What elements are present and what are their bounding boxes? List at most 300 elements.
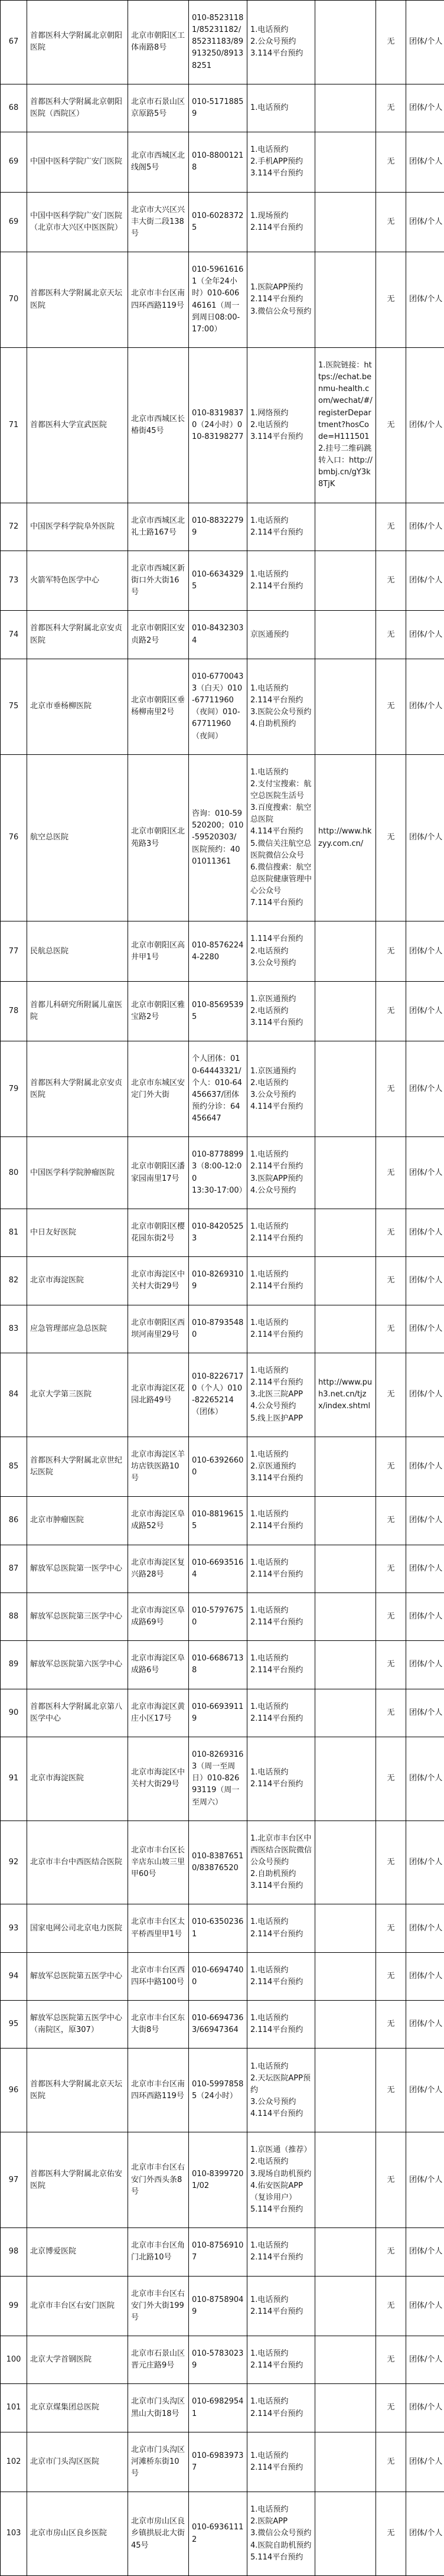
booking-website bbox=[315, 1209, 376, 1256]
booking-fee: 无 bbox=[376, 1137, 406, 1209]
booking-fee: 无 bbox=[376, 1904, 406, 1952]
booking-methods: 1.电话预约 2.114平台预约 3.医院APP预约 4.公众号预约 bbox=[247, 1137, 315, 1209]
booking-phone: 010-85762244-2280 bbox=[189, 921, 247, 981]
booking-fee: 无 bbox=[376, 1209, 406, 1256]
booking-phone: 010-66935164 bbox=[189, 1545, 247, 1593]
hospital-address: 北京市朝阳区北苑路3号 bbox=[128, 754, 189, 921]
service-type: 团体/个人 bbox=[406, 1641, 444, 1689]
hospital-table-body bbox=[1, 1, 444, 2576]
booking-fee: 无 bbox=[376, 132, 406, 192]
booking-methods: 1.电话预约 2.114平台预约 3.北医三院APP 4.公众号预约 5.线上医护APP bbox=[247, 1353, 315, 1437]
table-row bbox=[1, 981, 444, 1041]
table-row bbox=[1, 1437, 444, 1496]
hospital-name: 首都医科大学附属北京天坛医院 bbox=[27, 252, 128, 348]
service-type: 团体/个人 bbox=[406, 84, 444, 132]
hospital-name: 北京市垂杨柳医院 bbox=[27, 659, 128, 754]
booking-phone: 010-66343295 bbox=[189, 551, 247, 610]
row-number: 85 bbox=[1, 1437, 27, 1496]
service-type: 团体/个人 bbox=[406, 2132, 444, 2228]
hospital-name: 北京市丰台区右安门医院 bbox=[27, 2276, 128, 2336]
service-type: 团体/个人 bbox=[406, 1041, 444, 1137]
hospital-name: 北京大学首钢医院 bbox=[27, 2336, 128, 2383]
booking-website bbox=[315, 1497, 376, 1545]
table-row bbox=[1, 1209, 444, 1256]
booking-website: http://www.hkzyy.com.cn/ bbox=[315, 754, 376, 921]
table-row bbox=[1, 1737, 444, 1821]
hospital-name: 解放军总医院第五医学中心（南院区，原307） bbox=[27, 2001, 128, 2049]
hospital-address: 北京市西城区长椿街45号 bbox=[128, 347, 189, 503]
table-row bbox=[1, 921, 444, 981]
service-type: 团体/个人 bbox=[406, 551, 444, 610]
row-number: 75 bbox=[1, 659, 27, 754]
service-type: 团体/个人 bbox=[406, 1593, 444, 1640]
booking-methods: 1.电话预约 2.支付宝搜索：航空总医院生活号 3.百度搜索：航空总医院 4.114平台预约 5.微信关注航空总医院微信公众号 6.微信搜索：航空总医院健康管理中心公众号 7.114平台预约 bbox=[247, 754, 315, 921]
booking-phone: 010-88322799 bbox=[189, 503, 247, 551]
booking-website bbox=[315, 921, 376, 981]
booking-methods: 1.电话预约 2.京医通预约 3.114平台预约 bbox=[247, 1437, 315, 1496]
row-number: 99 bbox=[1, 2276, 27, 2336]
booking-methods: 1.电话预约 2.114平台预约 bbox=[247, 1593, 315, 1640]
service-type: 团体/个人 bbox=[406, 1904, 444, 1952]
hospital-name: 首都医科大学附属北京第八医学中心 bbox=[27, 1689, 128, 1737]
hospital-address: 北京市海淀区阜成路52号 bbox=[128, 1497, 189, 1545]
service-type: 团体/个人 bbox=[406, 2336, 444, 2383]
booking-website bbox=[315, 659, 376, 754]
booking-fee: 无 bbox=[376, 2384, 406, 2432]
booking-fee: 无 bbox=[376, 1641, 406, 1689]
booking-fee: 无 bbox=[376, 347, 406, 503]
booking-phone: 010-84323034 bbox=[189, 611, 247, 659]
booking-website bbox=[315, 2228, 376, 2276]
service-type: 团体/个人 bbox=[406, 611, 444, 659]
row-number: 84 bbox=[1, 1353, 27, 1437]
booking-phone: 010-82267170（个人）010-82265214（团体） bbox=[189, 1353, 247, 1437]
row-number: 81 bbox=[1, 1209, 27, 1256]
table-row bbox=[1, 551, 444, 610]
booking-website bbox=[315, 2276, 376, 2336]
booking-fee: 无 bbox=[376, 754, 406, 921]
hospital-name: 北京市房山区良乡医院 bbox=[27, 2492, 128, 2576]
hospital-address: 北京市海淀区阜成路69号 bbox=[128, 1593, 189, 1640]
service-type: 团体/个人 bbox=[406, 2049, 444, 2132]
row-number: 78 bbox=[1, 981, 27, 1041]
booking-fee: 无 bbox=[376, 2492, 406, 2576]
hospital-name: 解放军总医院第一医学中心 bbox=[27, 1545, 128, 1593]
row-number: 98 bbox=[1, 2228, 27, 2276]
service-type: 团体/个人 bbox=[406, 132, 444, 192]
booking-methods: 1.电话预约 2.114平台预约 bbox=[247, 2384, 315, 2432]
booking-fee: 无 bbox=[376, 2276, 406, 2336]
hospital-name: 应急管理部应急总医院 bbox=[27, 1305, 128, 1353]
table-row bbox=[1, 252, 444, 348]
hospital-name: 火箭军特色医学中心 bbox=[27, 551, 128, 610]
booking-fee: 无 bbox=[376, 2132, 406, 2228]
hospital-address: 北京市丰台区角门北路10号 bbox=[128, 2228, 189, 2276]
booking-website bbox=[315, 551, 376, 610]
table-row bbox=[1, 2336, 444, 2383]
row-number: 72 bbox=[1, 503, 27, 551]
row-number: 93 bbox=[1, 1904, 27, 1952]
booking-phone: 010-87935480 bbox=[189, 1305, 247, 1353]
hospital-name: 民航总医院 bbox=[27, 921, 128, 981]
booking-fee: 无 bbox=[376, 1257, 406, 1305]
hospital-address: 北京市海淀区中关村大街29号 bbox=[128, 1737, 189, 1821]
service-type: 团体/个人 bbox=[406, 659, 444, 754]
booking-methods: 1.京医通预约 2.电话预约 3.公众号预约 4.114平台预约 bbox=[247, 1041, 315, 1137]
booking-methods: 1.电话预约 bbox=[247, 84, 315, 132]
hospital-name: 北京市肿瘤医院 bbox=[27, 1497, 128, 1545]
table-row bbox=[1, 1641, 444, 1689]
booking-methods: 1.网络预约 2.电话预约 3.114平台预约 bbox=[247, 347, 315, 503]
hospital-name: 首都医科大学附属北京朝阳医院 bbox=[27, 1, 128, 84]
booking-fee: 无 bbox=[376, 611, 406, 659]
booking-website bbox=[315, 1545, 376, 1593]
booking-website bbox=[315, 1904, 376, 1952]
booking-phone: 010-66947363/66947364 bbox=[189, 2001, 247, 2049]
table-row bbox=[1, 2001, 444, 2049]
booking-website bbox=[315, 1737, 376, 1821]
booking-phone: 010-60283725 bbox=[189, 192, 247, 252]
hospital-address: 北京市大兴区兴丰大街二段138号 bbox=[128, 192, 189, 252]
hospital-address: 北京市房山区良乡镇拱辰北大街45号 bbox=[128, 2492, 189, 2576]
booking-methods: 1.现场预约 2.114平台预约 bbox=[247, 192, 315, 252]
hospital-name: 航空总医院 bbox=[27, 754, 128, 921]
booking-phone: 010-51718859 bbox=[189, 84, 247, 132]
booking-phone: 010-85231181/85231182/85231183/89913250/89138251 bbox=[189, 1, 247, 84]
service-type: 团体/个人 bbox=[406, 2492, 444, 2576]
booking-methods: 1.电话预约 2.114平台预约 bbox=[247, 1497, 315, 1545]
row-number: 88 bbox=[1, 1593, 27, 1640]
booking-website bbox=[315, 2132, 376, 2228]
row-number: 79 bbox=[1, 1041, 27, 1137]
service-type: 团体/个人 bbox=[406, 921, 444, 981]
booking-website bbox=[315, 1641, 376, 1689]
hospital-address: 北京市朝阳区安贞路2号 bbox=[128, 611, 189, 659]
table-row bbox=[1, 659, 444, 754]
booking-website bbox=[315, 132, 376, 192]
booking-phone: 010-59616161（全年24小时）010-60646161（周一到周日08:00-17:00） bbox=[189, 252, 247, 348]
hospital-name: 中国中医科学院广安门医院 bbox=[27, 132, 128, 192]
hospital-address: 北京市丰台区南四环西路119号 bbox=[128, 252, 189, 348]
booking-fee: 无 bbox=[376, 1689, 406, 1737]
booking-methods: 1.电话预约 2.114平台预约 3.医院公众号预约 4.自助机预约 bbox=[247, 659, 315, 754]
booking-fee: 无 bbox=[376, 1952, 406, 2000]
hospital-name: 首都医科大学附属北京朝阳医院（西院区） bbox=[27, 84, 128, 132]
service-type: 团体/个人 bbox=[406, 754, 444, 921]
booking-methods: 1.京医通（推荐） 2.电话预约 3.现场自助机预约 4.佑安医院APP（复诊用户） 5.114平台预约 bbox=[247, 2132, 315, 2228]
service-type: 团体/个人 bbox=[406, 2432, 444, 2492]
table-row bbox=[1, 1041, 444, 1137]
booking-website bbox=[315, 1305, 376, 1353]
row-number: 82 bbox=[1, 1257, 27, 1305]
table-row bbox=[1, 611, 444, 659]
service-type: 团体/个人 bbox=[406, 1545, 444, 1593]
booking-website bbox=[315, 981, 376, 1041]
row-number: 92 bbox=[1, 1821, 27, 1904]
hospital-name: 北京市丰台中西医结合医院 bbox=[27, 1821, 128, 1904]
booking-phone: 010-88001218 bbox=[189, 132, 247, 192]
service-type: 团体/个人 bbox=[406, 1353, 444, 1437]
booking-methods: 1.电话预约 2.114平台预约 bbox=[247, 2432, 315, 2492]
booking-website bbox=[315, 2049, 376, 2132]
hospital-address: 北京市石景山区京原路5号 bbox=[128, 84, 189, 132]
hospital-name: 中国医学科学院肿瘤医院 bbox=[27, 1137, 128, 1209]
booking-methods: 1.电话预约 2.114平台预约 bbox=[247, 2276, 315, 2336]
booking-phone: 010-83997201/02 bbox=[189, 2132, 247, 2228]
service-type: 团体/个人 bbox=[406, 1689, 444, 1737]
booking-website bbox=[315, 1593, 376, 1640]
hospital-name: 北京市海淀医院 bbox=[27, 1257, 128, 1305]
table-row bbox=[1, 2384, 444, 2432]
booking-website bbox=[315, 1257, 376, 1305]
booking-fee: 无 bbox=[376, 192, 406, 252]
table-row bbox=[1, 1545, 444, 1593]
hospital-name: 国家电网公司北京电力医院 bbox=[27, 1904, 128, 1952]
booking-website bbox=[315, 1041, 376, 1137]
row-number: 90 bbox=[1, 1689, 27, 1737]
booking-methods: 1.电话预约 2.114平台预约 bbox=[247, 1641, 315, 1689]
booking-fee: 无 bbox=[376, 1041, 406, 1137]
hospital-address: 北京市海淀区阜成路6号 bbox=[128, 1641, 189, 1689]
booking-fee: 无 bbox=[376, 1497, 406, 1545]
service-type: 团体/个人 bbox=[406, 1821, 444, 1904]
row-number: 71 bbox=[1, 347, 27, 503]
table-row bbox=[1, 1904, 444, 1952]
booking-methods: 1.电话预约 2.114平台预约 bbox=[247, 2001, 315, 2049]
booking-fee: 无 bbox=[376, 1593, 406, 1640]
service-type: 团体/个人 bbox=[406, 1257, 444, 1305]
booking-website bbox=[315, 2336, 376, 2383]
table-row bbox=[1, 2228, 444, 2276]
table-row bbox=[1, 1353, 444, 1437]
booking-website bbox=[315, 252, 376, 348]
hospital-address: 北京市西城区北礼士路167号 bbox=[128, 503, 189, 551]
hospital-name: 首都医科大学附属北京安贞医院 bbox=[27, 611, 128, 659]
hospital-address: 北京市朝阳区潘家园南里17号 bbox=[128, 1137, 189, 1209]
hospital-address: 北京市朝阳区工体南路8号 bbox=[128, 1, 189, 84]
hospital-address: 北京市朝阳区雅宝路2号 bbox=[128, 981, 189, 1041]
booking-website bbox=[315, 2384, 376, 2432]
service-type: 团体/个人 bbox=[406, 503, 444, 551]
booking-fee: 无 bbox=[376, 2049, 406, 2132]
booking-fee: 无 bbox=[376, 84, 406, 132]
booking-phone: 010-85695395 bbox=[189, 981, 247, 1041]
table-row bbox=[1, 347, 444, 503]
row-number: 87 bbox=[1, 1545, 27, 1593]
service-type: 团体/个人 bbox=[406, 252, 444, 348]
row-number: 86 bbox=[1, 1497, 27, 1545]
row-number: 80 bbox=[1, 1137, 27, 1209]
hospital-name: 北京市门头沟区医院 bbox=[27, 2432, 128, 2492]
booking-website bbox=[315, 2432, 376, 2492]
hospital-address: 北京市丰台区右安门外西头条8号 bbox=[128, 2132, 189, 2228]
row-number: 94 bbox=[1, 1952, 27, 2000]
booking-website: 1.医院链接：https://echat.benmu-health.com/wechat/#/registerDepartment?hosCode=H111501 2.挂号二维码跳转入口：http://bmbj.cn/gY3k8TjK bbox=[315, 347, 376, 503]
booking-website bbox=[315, 84, 376, 132]
hospital-name: 首都医科大学宣武医院 bbox=[27, 347, 128, 503]
hospital-address: 北京市海淀区复兴路28号 bbox=[128, 1545, 189, 1593]
service-type: 团体/个人 bbox=[406, 2384, 444, 2432]
hospital-address: 北京市丰台区太平桥西里甲1号 bbox=[128, 1904, 189, 1952]
booking-website bbox=[315, 1821, 376, 1904]
table-row bbox=[1, 192, 444, 252]
booking-phone: 010-57830239 bbox=[189, 2336, 247, 2383]
hospital-address: 北京市丰台区东大街8号 bbox=[128, 2001, 189, 2049]
booking-fee: 无 bbox=[376, 981, 406, 1041]
booking-methods: 1.京医通预约 2.电话预约 3.114平台预约 bbox=[247, 981, 315, 1041]
booking-methods: 1.电话预约 2.114平台预约 bbox=[247, 1545, 315, 1593]
row-number: 69 bbox=[1, 132, 27, 192]
booking-fee: 无 bbox=[376, 659, 406, 754]
booking-methods: 1.电话预约 2.手机APP预约 3.114平台预约 bbox=[247, 132, 315, 192]
hospital-name: 解放军总医院第六医学中心 bbox=[27, 1641, 128, 1689]
booking-fee: 无 bbox=[376, 2228, 406, 2276]
booking-website bbox=[315, 192, 376, 252]
hospital-name: 解放军总医院第三医学中心 bbox=[27, 1593, 128, 1640]
booking-phone: 010-66947400 bbox=[189, 1952, 247, 2000]
hospital-name: 首都医科大学附属北京佑安医院 bbox=[27, 2132, 128, 2228]
service-type: 团体/个人 bbox=[406, 192, 444, 252]
service-type: 团体/个人 bbox=[406, 1437, 444, 1496]
row-number: 91 bbox=[1, 1737, 27, 1821]
booking-methods: 1.电话预约 2.公众号预约 3.114平台预约 bbox=[247, 1, 315, 84]
table-row bbox=[1, 2276, 444, 2336]
hospital-address: 北京市丰台区南四环西路119号 bbox=[128, 2049, 189, 2132]
table-row bbox=[1, 1952, 444, 2000]
booking-fee: 无 bbox=[376, 1305, 406, 1353]
row-number: 96 bbox=[1, 2049, 27, 2132]
booking-methods: 1.电话预约 2.天坛医院APP预约 3.公众号预约 4.114平台预约 bbox=[247, 2049, 315, 2132]
booking-phone: 010-87788993（8:00-12:00 13:30-17:00） bbox=[189, 1137, 247, 1209]
booking-methods: 1.电话预约 2.114平台预约 bbox=[247, 2228, 315, 2276]
hospital-name: 中国中医科学院广安门医院（北京市大兴区中医医院） bbox=[27, 192, 128, 252]
row-number: 97 bbox=[1, 2132, 27, 2228]
hospital-address: 北京市西城区新街口外大街16号 bbox=[128, 551, 189, 610]
table-row bbox=[1, 2049, 444, 2132]
booking-website bbox=[315, 1689, 376, 1737]
hospital-address: 北京市石景山区晋元庄路9号 bbox=[128, 2336, 189, 2383]
service-type: 团体/个人 bbox=[406, 1209, 444, 1256]
table-row bbox=[1, 84, 444, 132]
booking-methods: 1.电话预约 2.114平台预约 bbox=[247, 2336, 315, 2383]
booking-phone: 010-66867138 bbox=[189, 1641, 247, 1689]
booking-fee: 无 bbox=[376, 503, 406, 551]
hospital-name: 解放军总医院第五医学中心 bbox=[27, 1952, 128, 2000]
table-row bbox=[1, 1137, 444, 1209]
row-number: 83 bbox=[1, 1305, 27, 1353]
booking-methods: 1.114平台预约 2.电话预约 3.公众号预约 bbox=[247, 921, 315, 981]
booking-fee: 无 bbox=[376, 921, 406, 981]
booking-fee: 无 bbox=[376, 1545, 406, 1593]
booking-website bbox=[315, 503, 376, 551]
service-type: 团体/个人 bbox=[406, 1, 444, 84]
hospital-address: 北京市西城区北线阁5号 bbox=[128, 132, 189, 192]
table-row bbox=[1, 1257, 444, 1305]
hospital-address: 北京市朝阳区高井甲1号 bbox=[128, 921, 189, 981]
booking-phone: 010-63926600 bbox=[189, 1437, 247, 1496]
hospital-address: 北京市海淀区羊坊店铁医路10号 bbox=[128, 1437, 189, 1496]
booking-methods: 1.电话预约 2.114平台预约 bbox=[247, 1952, 315, 2000]
booking-phone: 010-83198370（24小时）010-83198277 bbox=[189, 347, 247, 503]
table-row bbox=[1, 1821, 444, 1904]
hospital-name: 首都医科大学附属北京世纪坛医院 bbox=[27, 1437, 128, 1496]
row-number: 69 bbox=[1, 192, 27, 252]
service-type: 团体/个人 bbox=[406, 2228, 444, 2276]
booking-methods: 1.电话预约 2.114平台预约 bbox=[247, 1305, 315, 1353]
row-number: 89 bbox=[1, 1641, 27, 1689]
table-row bbox=[1, 1497, 444, 1545]
service-type: 团体/个人 bbox=[406, 1137, 444, 1209]
booking-phone: 010-67700433（白天）010-67711960（夜间）010-67711960（夜间） bbox=[189, 659, 247, 754]
booking-phone: 010-69839737 bbox=[189, 2432, 247, 2492]
row-number: 73 bbox=[1, 551, 27, 610]
booking-fee: 无 bbox=[376, 1737, 406, 1821]
table-row bbox=[1, 503, 444, 551]
row-number: 68 bbox=[1, 84, 27, 132]
hospital-address: 北京市朝阳区西坝河南里29号 bbox=[128, 1305, 189, 1353]
row-number: 100 bbox=[1, 2336, 27, 2383]
hospital-address: 北京市丰台区右安门外大街199号 bbox=[128, 2276, 189, 2336]
row-number: 103 bbox=[1, 2492, 27, 2576]
booking-methods: 1.北京市丰台区中西医结合医院微信公众号预约 2.自助机预约 3.114平台预约 bbox=[247, 1821, 315, 1904]
hospital-address: 北京市丰台区西四环中路100号 bbox=[128, 1952, 189, 2000]
hospital-address: 北京市东城区安定门外大街 bbox=[128, 1041, 189, 1137]
booking-fee: 无 bbox=[376, 1437, 406, 1496]
booking-phone: 010-57976750 bbox=[189, 1593, 247, 1640]
booking-methods: 1.电话预约 2.114平台预约 bbox=[247, 1209, 315, 1256]
booking-methods: 1.电话预约 2.114平台预约 bbox=[247, 1737, 315, 1821]
booking-phone: 个人团体：010-64443321/个人：010-64456637/团体预约分诊：64456647 bbox=[189, 1041, 247, 1137]
table-row bbox=[1, 1, 444, 84]
booking-fee: 无 bbox=[376, 2432, 406, 2492]
booking-fee: 无 bbox=[376, 252, 406, 348]
booking-website bbox=[315, 2492, 376, 2576]
booking-website bbox=[315, 2001, 376, 2049]
hospital-name: 北京京煤集团总医院 bbox=[27, 2384, 128, 2432]
booking-methods: 1.电话预约 2.医院APP 3.微信公众号预约 4.医院自助机预约 5.114平台预约 bbox=[247, 2492, 315, 2576]
booking-phone: 010-69361112 bbox=[189, 2492, 247, 2576]
row-number: 101 bbox=[1, 2384, 27, 2432]
hospital-name: 北京市海淀医院 bbox=[27, 1737, 128, 1821]
row-number: 74 bbox=[1, 611, 27, 659]
table-row bbox=[1, 132, 444, 192]
service-type: 团体/个人 bbox=[406, 981, 444, 1041]
booking-methods: 1.电话预约 2.114平台预约 bbox=[247, 1257, 315, 1305]
booking-phone: 010-83876510/83876520 bbox=[189, 1821, 247, 1904]
hospital-address: 北京市海淀区中关村大街29号 bbox=[128, 1257, 189, 1305]
booking-fee: 无 bbox=[376, 2001, 406, 2049]
row-number: 76 bbox=[1, 754, 27, 921]
hospital-name: 首都医科大学附属北京天坛医院 bbox=[27, 2049, 128, 2132]
booking-methods: 1.电话预约 2.114平台预约 bbox=[247, 1689, 315, 1737]
hospital-address: 北京市门头沟区黑山大街18号 bbox=[128, 2384, 189, 2432]
service-type: 团体/个人 bbox=[406, 347, 444, 503]
table-row bbox=[1, 1689, 444, 1737]
booking-fee: 无 bbox=[376, 2336, 406, 2383]
booking-phone: 010-87569107 bbox=[189, 2228, 247, 2276]
service-type: 团体/个人 bbox=[406, 1497, 444, 1545]
hospital-address: 北京市朝阳区垂杨柳南里2号 bbox=[128, 659, 189, 754]
booking-fee: 无 bbox=[376, 1821, 406, 1904]
booking-methods: 1.电话预约 2.114平台预约 bbox=[247, 503, 315, 551]
booking-phone: 咨询：010-59520200；010-59520303/医院预约：4001011361 bbox=[189, 754, 247, 921]
booking-phone: 010-82693109 bbox=[189, 1257, 247, 1305]
booking-methods: 1.电话预约 2.114平台预约 bbox=[247, 551, 315, 610]
table-row bbox=[1, 1305, 444, 1353]
booking-website bbox=[315, 1, 376, 84]
row-number: 70 bbox=[1, 252, 27, 348]
booking-website bbox=[315, 1137, 376, 1209]
